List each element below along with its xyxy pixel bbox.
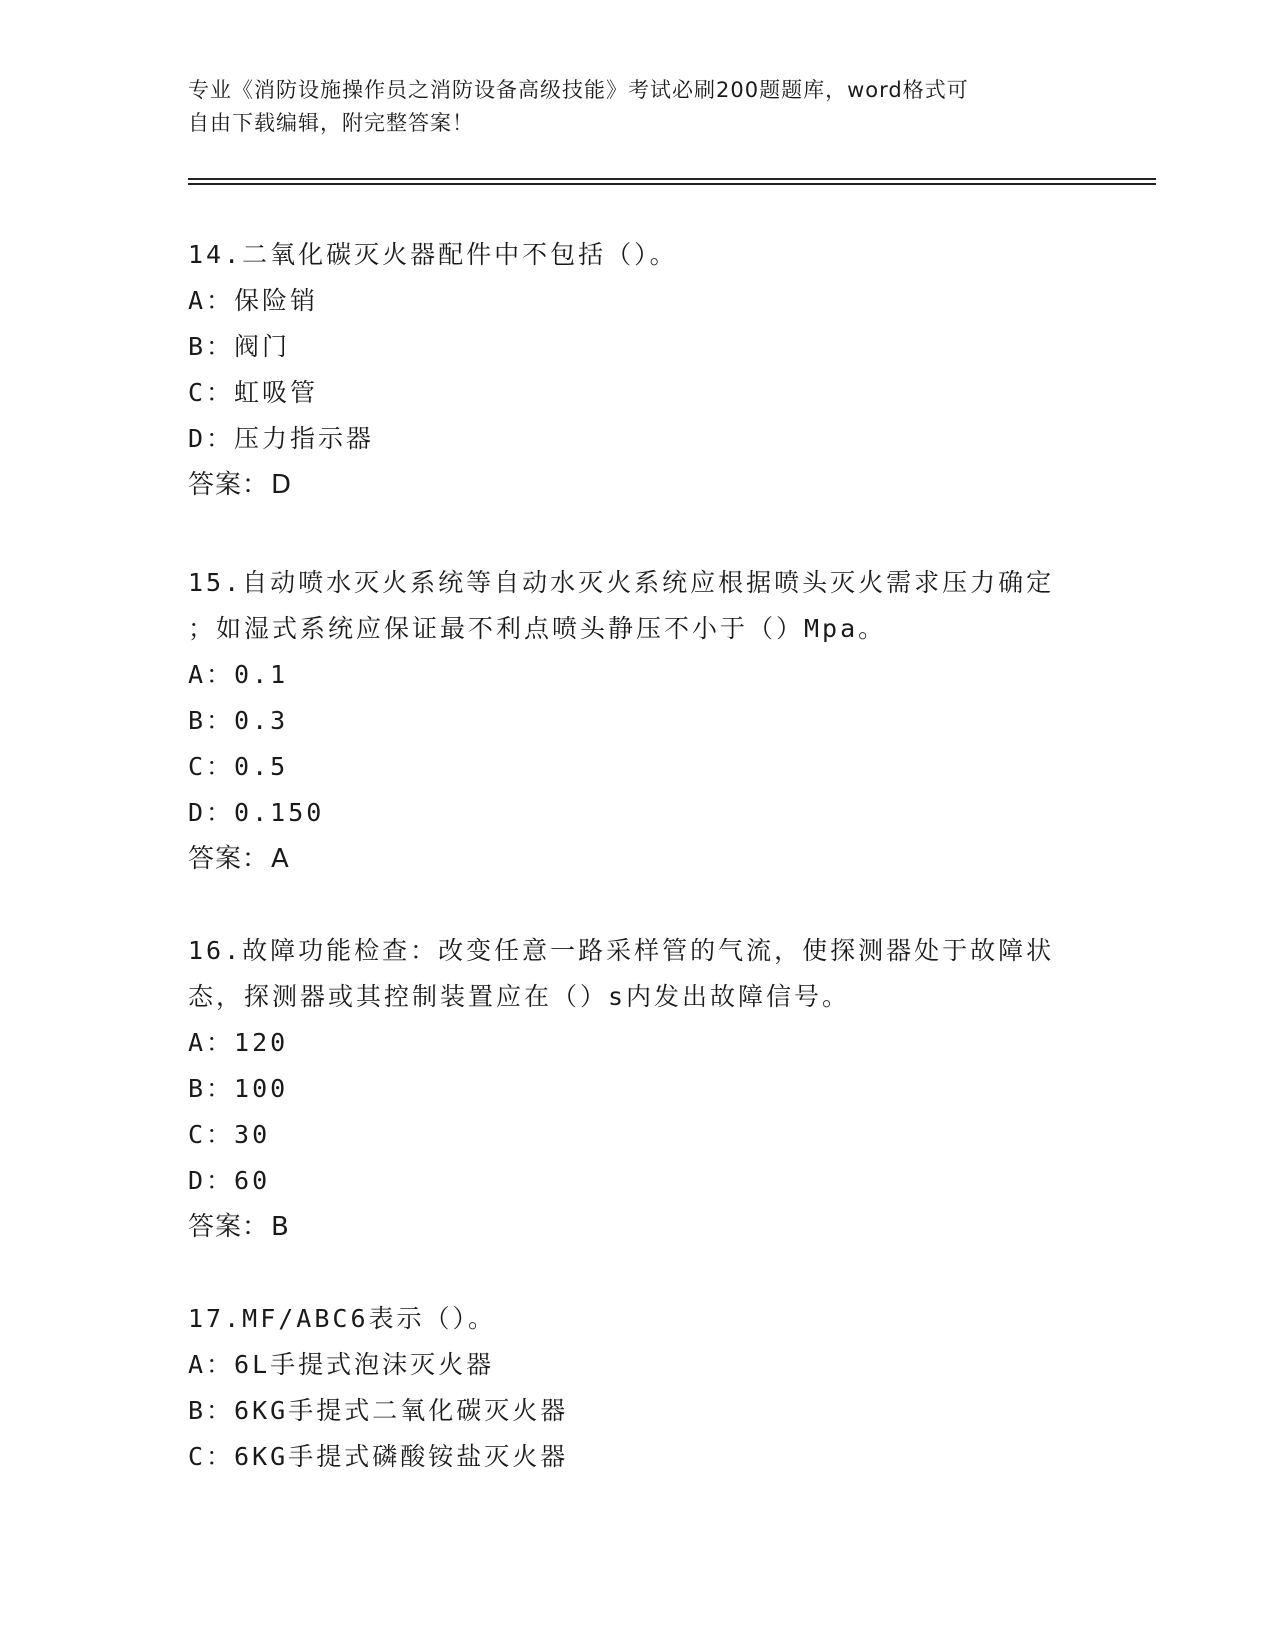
option-c: C：6KG手提式磷酸铵盐灭火器 bbox=[188, 1442, 569, 1471]
option-c: C：30 bbox=[188, 1120, 271, 1149]
answer-value: A bbox=[271, 844, 290, 874]
answer-label: 答案： bbox=[188, 1212, 270, 1242]
answer-value: D bbox=[271, 470, 293, 500]
question-stem-line: 14.二氧化碳灭火器配件中不包括（）。 bbox=[188, 240, 678, 269]
option-b: B：6KG手提式二氧化碳灭火器 bbox=[188, 1396, 569, 1425]
document-header bbox=[188, 74, 1068, 140]
question-14 bbox=[188, 232, 1088, 508]
question-17 bbox=[188, 1296, 1088, 1480]
header-divider-top bbox=[188, 178, 1156, 180]
option-b: B：0.3 bbox=[188, 706, 289, 735]
question-stem-line: 16.故障功能检查：改变任意一路采样管的气流，使探测器处于故障状 bbox=[188, 936, 1055, 965]
header-line-1: 专业《消防设施操作员之消防设备高级技能》考试必刷200题题库，word格式可 bbox=[188, 78, 969, 102]
option-d: D：压力指示器 bbox=[188, 424, 375, 453]
option-a: A：0.1 bbox=[188, 660, 289, 689]
header-divider-bottom bbox=[188, 183, 1156, 185]
answer-label: 答案： bbox=[188, 844, 270, 874]
answer-value: B bbox=[271, 1212, 290, 1242]
option-d: D：0.150 bbox=[188, 798, 325, 827]
question-stem-line: 15.自动喷水灭火系统等自动水灭火系统应根据喷头灭火需求压力确定 bbox=[188, 568, 1055, 597]
option-c: C：0.5 bbox=[188, 752, 289, 781]
option-d: D：60 bbox=[188, 1166, 271, 1195]
question-stem-line: 17.MF/ABC6表示（）。 bbox=[188, 1304, 497, 1333]
question-stem-line: ；如湿式系统应保证最不利点喷头静压不小于（）Mpa。 bbox=[188, 614, 887, 643]
answer-line bbox=[188, 836, 1088, 882]
option-a: A：保险销 bbox=[188, 286, 319, 315]
question-15 bbox=[188, 560, 1088, 882]
option-a: A：120 bbox=[188, 1028, 289, 1057]
option-c: C：虹吸管 bbox=[188, 378, 319, 407]
answer-line bbox=[188, 462, 1088, 508]
answer-line bbox=[188, 1204, 1088, 1250]
option-b: B：阀门 bbox=[188, 332, 291, 361]
option-b: B：100 bbox=[188, 1074, 289, 1103]
option-a: A：6L手提式泡沫灭火器 bbox=[188, 1350, 495, 1379]
header-line-2: 自由下载编辑，附完整答案！ bbox=[188, 111, 474, 135]
answer-label: 答案： bbox=[188, 470, 270, 500]
question-16 bbox=[188, 928, 1088, 1250]
question-stem-line: 态，探测器或其控制装置应在（）s内发出故障信号。 bbox=[188, 982, 851, 1011]
